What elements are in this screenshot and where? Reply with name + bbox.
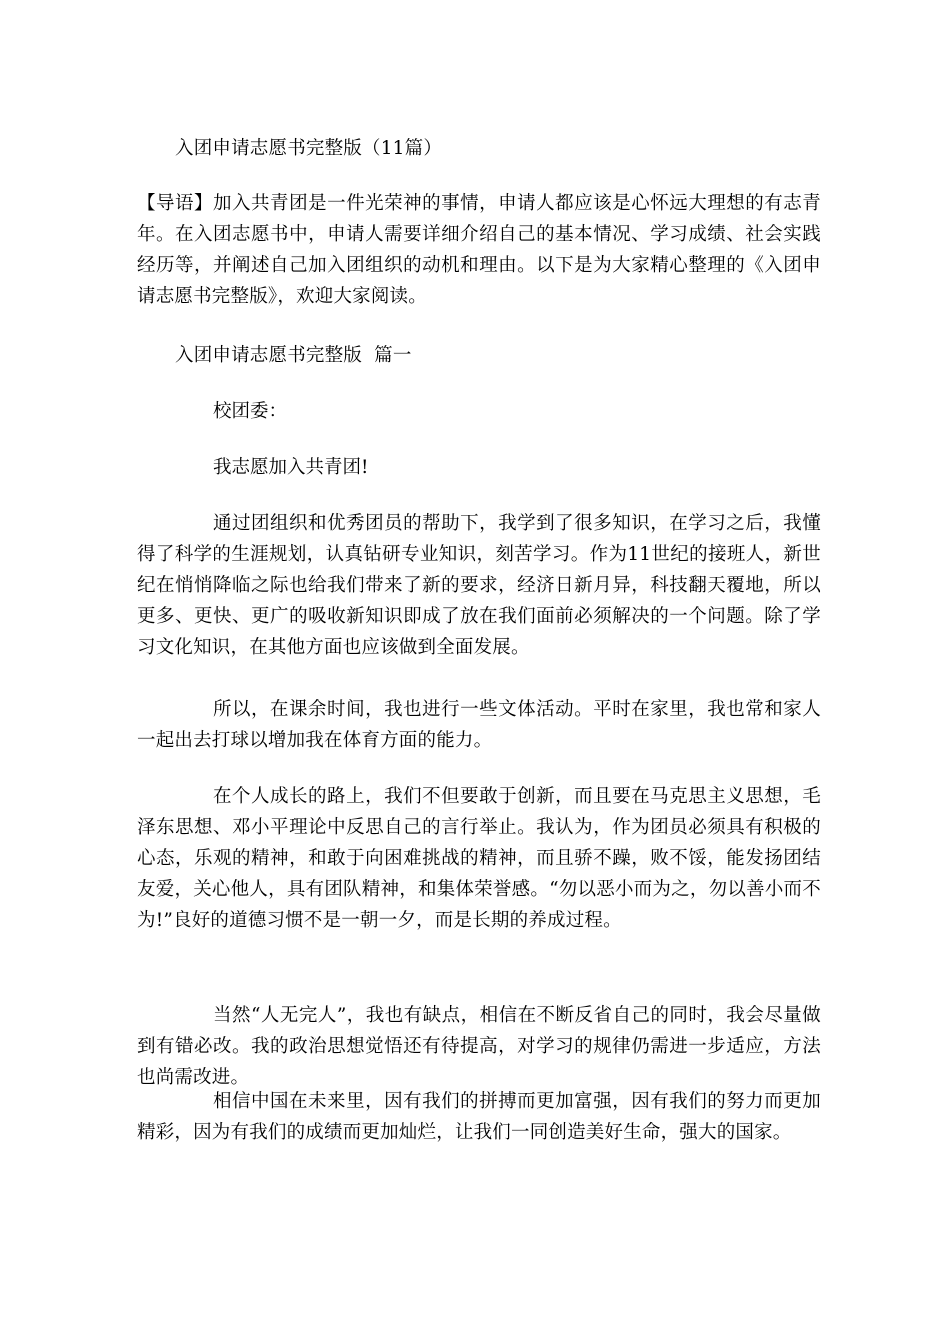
salutation: 校团委： [213, 401, 288, 422]
body-paragraph-5: 相信中国在未来里，因有我们的拼搏而更加富强，因有我们的努力而更加精彩，因为有我们的成绩而更加灿烂，让我们一同创造美好生命，强大的国家。 [137, 1091, 821, 1143]
body-paragraph-4: 当然“人无完人”，我也有缺点，相信在不断反省自己的同时，我会尽量做到有错必改。我的政治思想觉悟还有待提高，对学习的规律仍需进一步适应，方法也尚需改进。 [137, 1005, 821, 1088]
body-paragraph-2: 所以，在课余时间，我也进行一些文体活动。平时在家里，我也常和家人一起出去打球以增加我在体育方面的能力。 [137, 699, 821, 751]
body-paragraph-3: 在个人成长的路上，我们不但要敢于创新，而且要在马克思主义思想，毛泽东思想、邓小平理论中反思自己的言行举止。我认为，作为团员必须具有积极的心态，乐观的精神，和敢于向困难挑战的精神，而且骄不躁，败不馁，能发扬团结友爱，关心他人，具有团队精神，和集体荣誉感。“勿以恶小而为之，勿以善小而不为!”良好的道德习惯不是一朝一夕，而是长期的养成过程。 [137, 786, 821, 931]
opening-line: 我志愿加入共青团! [213, 457, 369, 478]
document-title: 入团申请志愿书完整版（11篇） [175, 138, 443, 159]
body-paragraph-1: 通过团组织和优秀团员的帮助下，我学到了很多知识，在学习之后，我懂得了科学的生涯规划，认真钻研专业知识，刻苦学习。作为11世纪的接班人，新世纪在悄悄降临之际也给我们带来了新的要求，经济日新月异，科技翻天覆地，所以更多、更快、更广的吸收新知识即成了放在我们面前必须解决的一个问题。除了学习文化知识，在其他方面也应该做到全面发展。 [137, 513, 821, 658]
intro-paragraph: 【导语】加入共青团是一件光荣神的事情，申请人都应该是心怀远大理想的有志青年。在入团志愿书中，申请人需要详细介绍自己的基本情况、学习成绩、社会实践经历等，并阐述自己加入团组织的动机和理由。以下是为大家精心整理的《入团申请志愿书完整版》，欢迎大家阅读。 [137, 193, 821, 307]
section-heading: 入团申请志愿书完整版 篇一 [175, 345, 412, 366]
